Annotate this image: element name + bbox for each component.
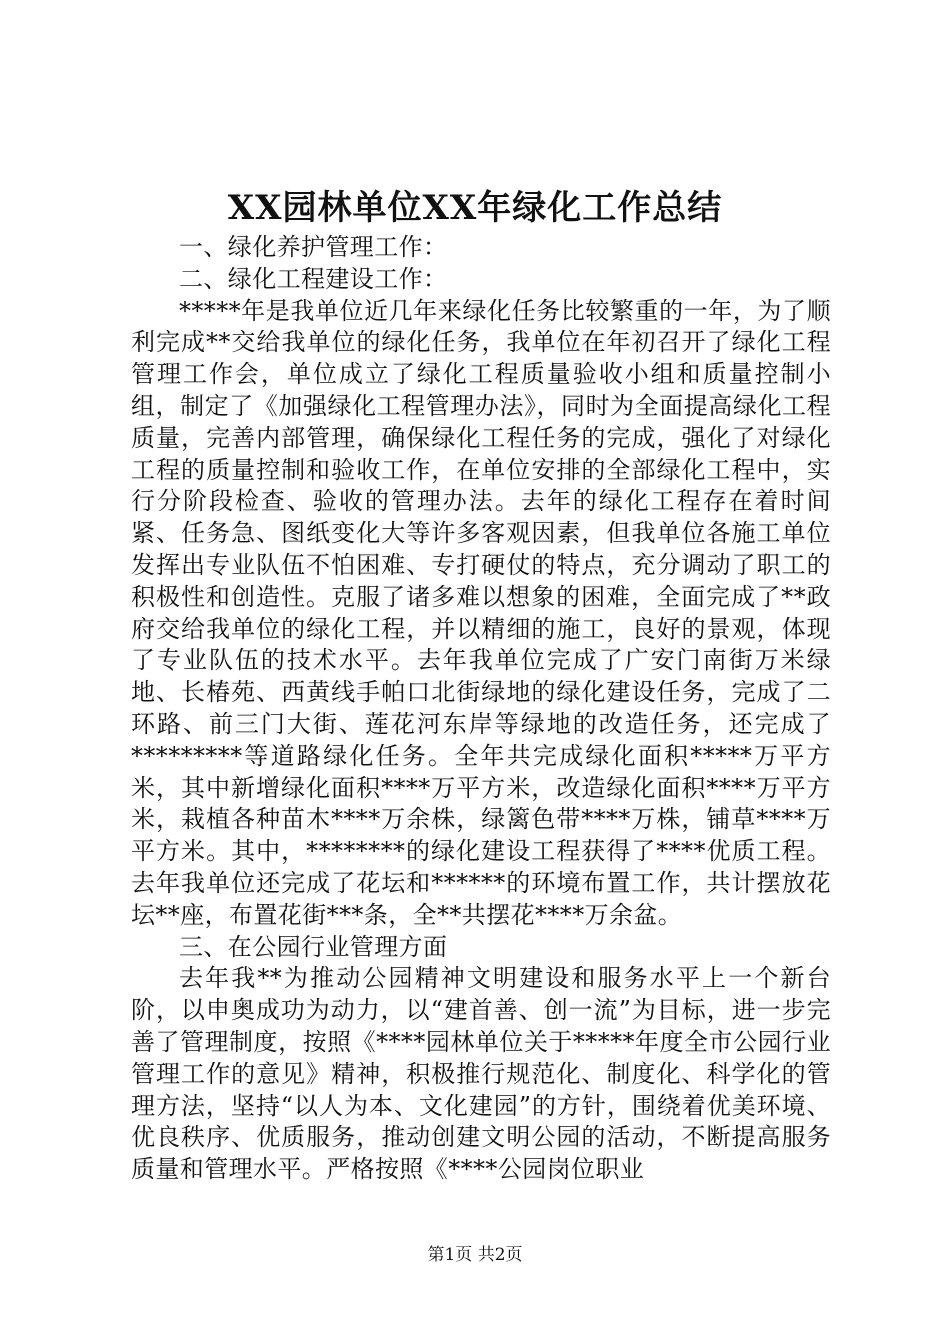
section-heading-construction: 二、绿化工程建设工作： xyxy=(179,264,448,293)
section-heading-park-management: 三、在公园行业管理方面 xyxy=(179,932,448,961)
document-title: XX园林单位XX年绿化工作总结 xyxy=(227,188,723,228)
page-footer: 第1页 共2页 xyxy=(427,1245,523,1265)
paragraph-construction-summary: *****年是我单位近几年来绿化任务比较繁重的一年，为了顺利完成**交给我单位的绿化任务，我单位在年初召开了绿化工程管理工作会，单位成立了绿化工程质量验收小组和质量控制小组，制定了《加强绿化工程管理办法》，同时为全面提高绿化工程质量，完善内部管理，确保绿化工程任务的完成，强化了对绿化工程的质量控制和验收工作，在单位安排的全部绿化工程中，实行分阶段检查、验收的管理办法。去年的绿化工程存在着时间紧、任务急、图纸变化大等许多客观因素，但我单位各施工单位发挥出专业队伍不怕困难、专打硬仗的特点，充分调动了职工的积极性和创造性。克服了诸多难以想象的困难，全面完成了**政府交给我单位的绿化工程，并以精细的施工，良好的景观，体现了专业队伍的技术水平。去年我单位完成了广安门南街万米绿地、长椿苑、西黄线手帕口北街绿地的绿化建设任务，完成了二环路、前三门大街、莲花河东岸等绿地的改造任务，还完成了*********等道路绿化任务。全年共完成绿化面积*****万平方米，其中新增绿化面积****万平方米，改造绿化面积****万平方米，栽植各种苗木****万余株，绿篱色带****万株，铺草****万平方米。其中，********的绿化建设工程获得了****优质工程。去年我单位还完成了花坛和******的环境布置工作，共计摆放花坛**座，布置花街***条，全**共摆花****万余盆。 xyxy=(131,296,831,929)
document-body xyxy=(131,232,831,1186)
paragraph-park-management: 去年我**为推动公园精神文明建设和服务水平上一个新台阶，以申奥成功为动力，以“建首善、创一流”为目标，进一步完善了管理制度，按照《****园林单位关于*****年度全市公园行业管理工作的意见》精神，积极推行规范化、制度化、科学化的管理方法，坚持“以人为本、文化建园”的方针，围绕着优美环境、优良秩序、优质服务，推动创建文明公园的活动，不断提高服务质量和管理水平。严格按照《****公园岗位职业 xyxy=(131,964,831,1184)
section-heading-maintenance: 一、绿化养护管理工作： xyxy=(179,233,448,261)
